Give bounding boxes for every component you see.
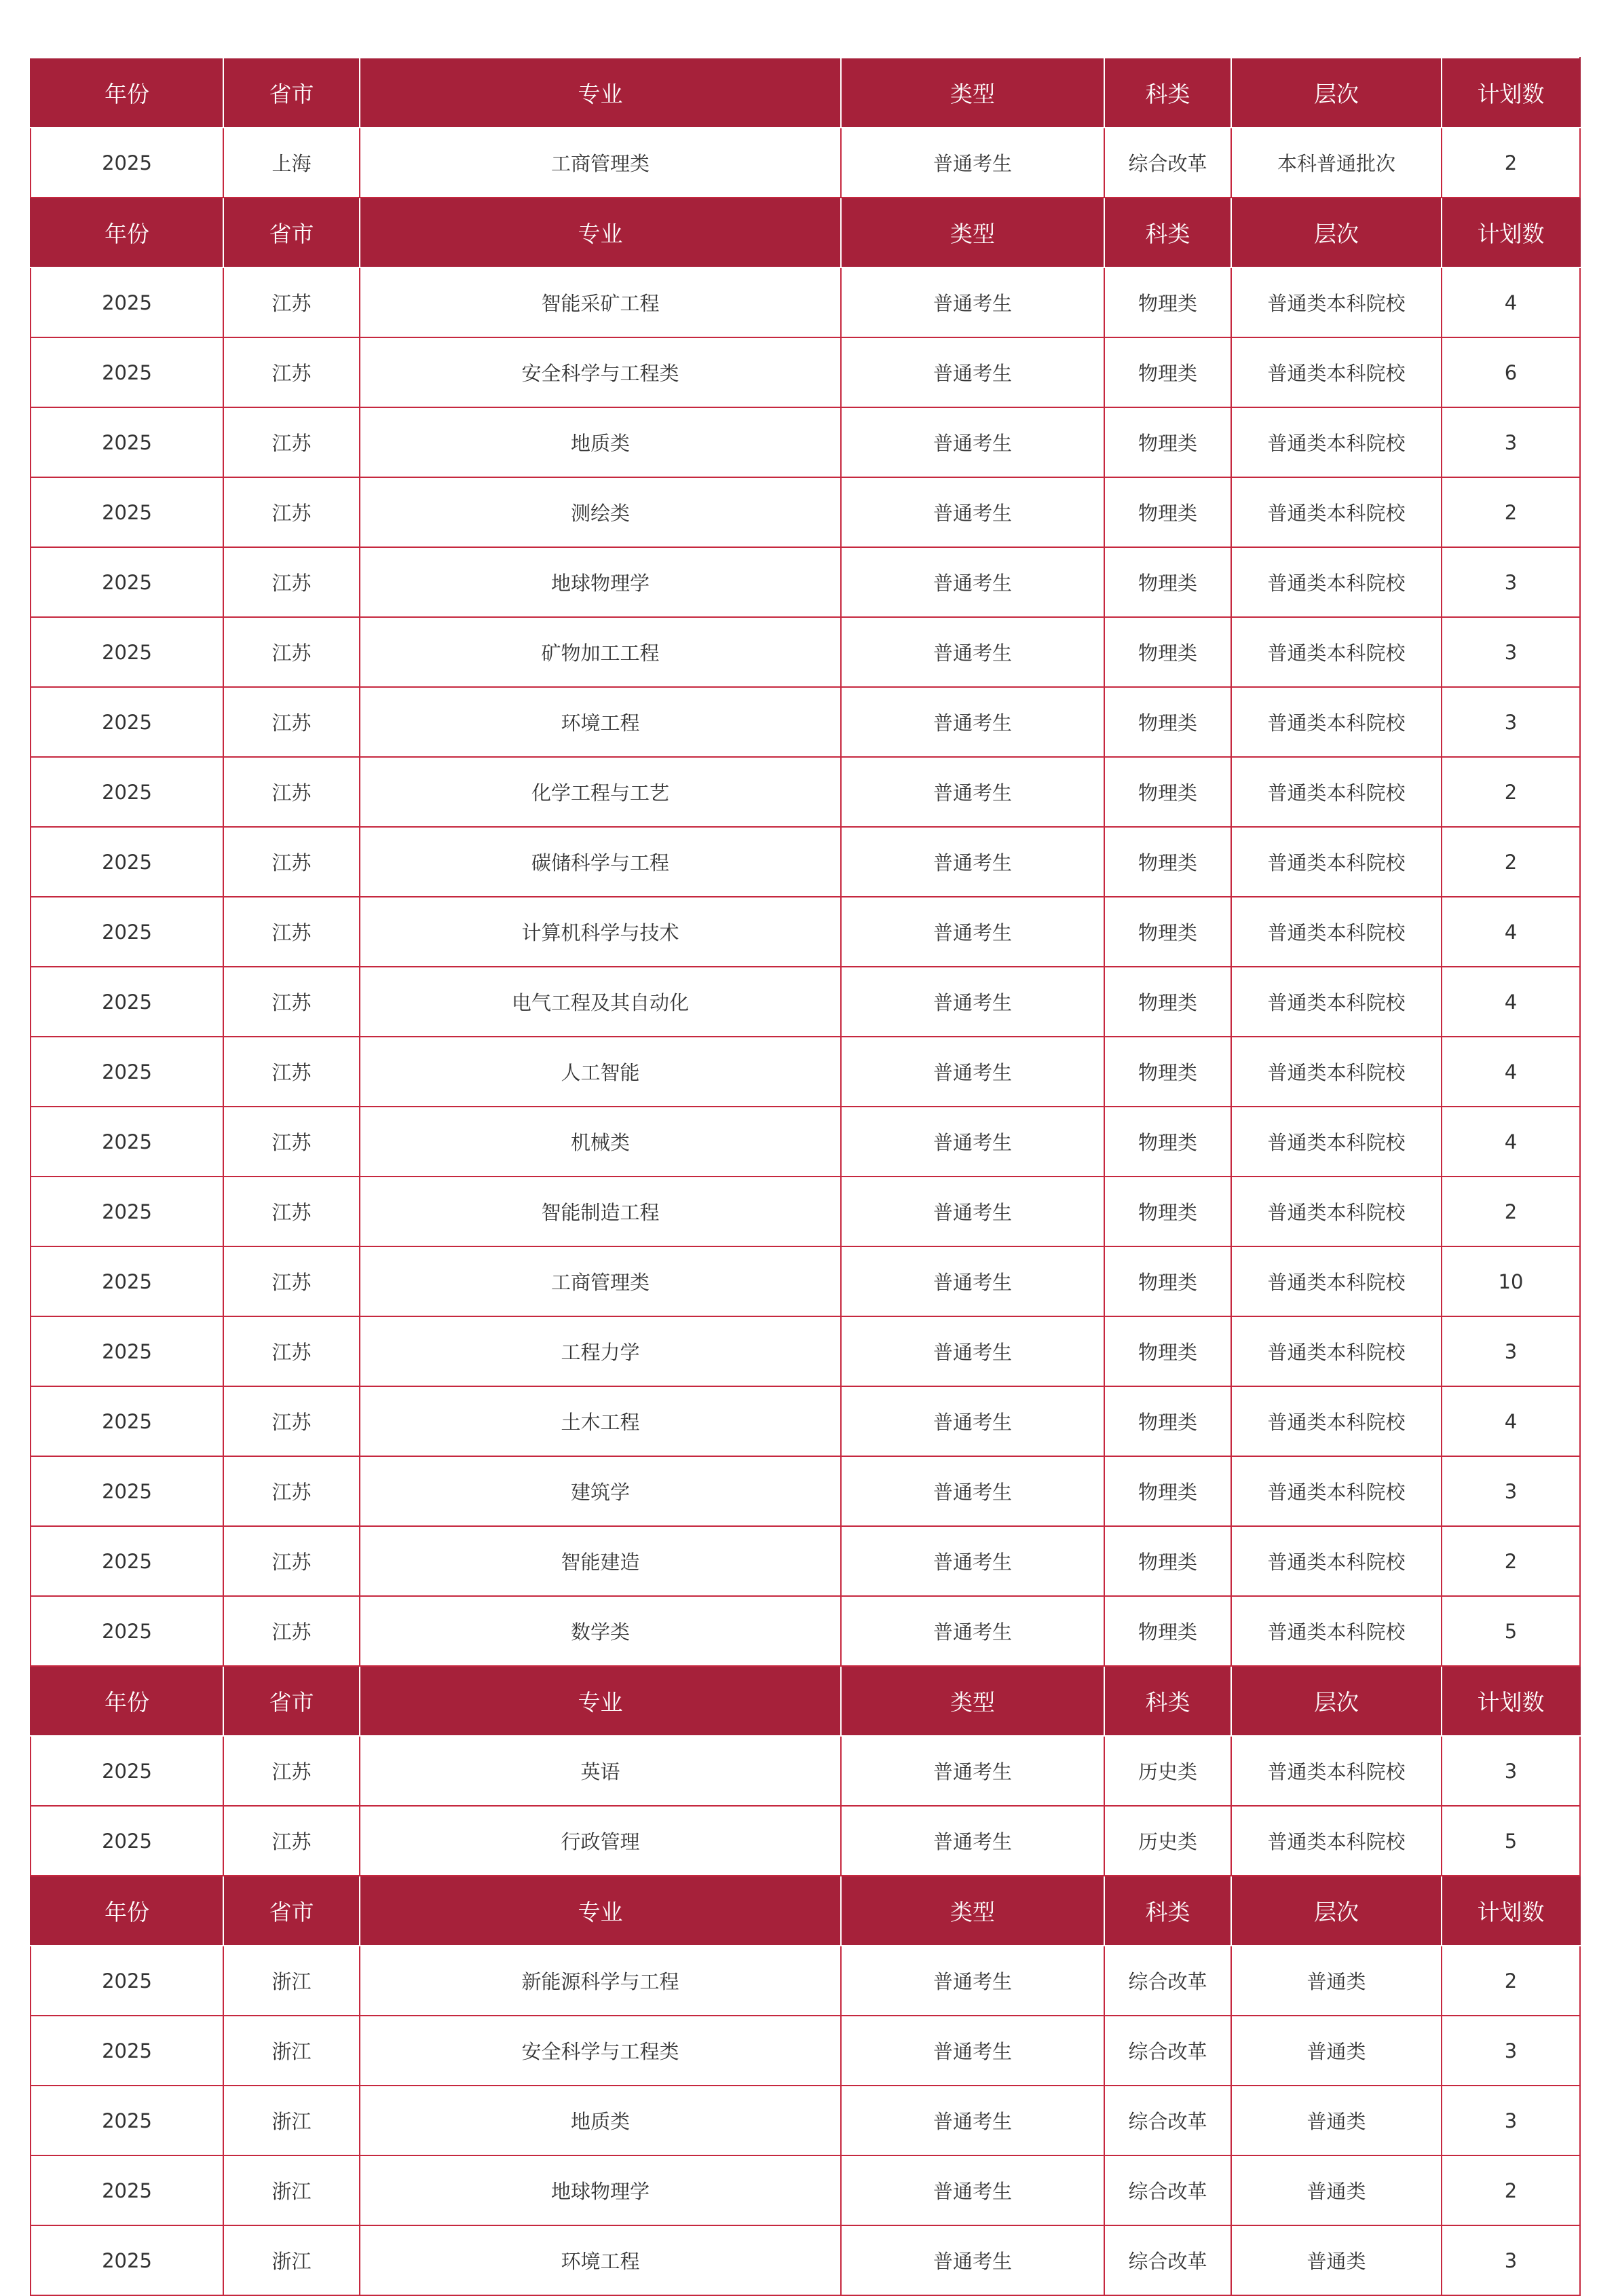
cell-admission-level: 普通类本科院校	[1231, 267, 1442, 337]
table-row	[31, 1806, 1580, 1876]
cell-plan-count: 3	[1442, 687, 1580, 757]
cell-subject-category: 物理类	[1104, 687, 1231, 757]
header-cell-candidate-type: 类型	[841, 198, 1104, 267]
cell-province: 江苏	[223, 617, 360, 687]
cell-plan-count: 2	[1442, 1946, 1580, 2016]
cell-major: 地质类	[360, 2086, 841, 2155]
cell-admission-level: 普通类本科院校	[1231, 1316, 1442, 1386]
cell-province: 江苏	[223, 267, 360, 337]
cell-major: 智能采矿工程	[360, 267, 841, 337]
cell-year: 2025	[31, 1177, 223, 1246]
table-row	[31, 1456, 1580, 1526]
cell-province: 江苏	[223, 407, 360, 477]
header-cell-admission-level: 层次	[1231, 58, 1442, 128]
cell-candidate-type: 普通考生	[841, 1806, 1104, 1876]
cell-plan-count: 3	[1442, 407, 1580, 477]
cell-year: 2025	[31, 337, 223, 407]
cell-candidate-type: 普通考生	[841, 967, 1104, 1037]
cell-subject-category: 物理类	[1104, 967, 1231, 1037]
cell-candidate-type: 普通考生	[841, 337, 1104, 407]
cell-year: 2025	[31, 827, 223, 897]
cell-admission-level: 普通类本科院校	[1231, 1177, 1442, 1246]
cell-year: 2025	[31, 967, 223, 1037]
cell-province: 江苏	[223, 1316, 360, 1386]
cell-major: 地球物理学	[360, 547, 841, 617]
cell-admission-level: 普通类本科院校	[1231, 617, 1442, 687]
cell-major: 化学工程与工艺	[360, 757, 841, 827]
cell-year: 2025	[31, 1596, 223, 1666]
header-cell-major: 专业	[360, 1876, 841, 1946]
cell-province: 浙江	[223, 2086, 360, 2155]
cell-candidate-type: 普通考生	[841, 1107, 1104, 1177]
cell-plan-count: 3	[1442, 547, 1580, 617]
cell-province: 江苏	[223, 337, 360, 407]
cell-candidate-type: 普通考生	[841, 128, 1104, 198]
cell-province: 江苏	[223, 1526, 360, 1596]
cell-plan-count: 2	[1442, 477, 1580, 547]
cell-subject-category: 物理类	[1104, 1456, 1231, 1526]
cell-major: 人工智能	[360, 1037, 841, 1107]
table-row	[31, 1246, 1580, 1316]
cell-major: 英语	[360, 1736, 841, 1806]
cell-admission-level: 普通类本科院校	[1231, 1107, 1442, 1177]
header-cell-candidate-type: 类型	[841, 58, 1104, 128]
cell-major: 环境工程	[360, 2225, 841, 2295]
cell-admission-level: 普通类本科院校	[1231, 1386, 1442, 1456]
cell-plan-count: 4	[1442, 967, 1580, 1037]
cell-province: 江苏	[223, 1736, 360, 1806]
cell-province: 浙江	[223, 2016, 360, 2086]
cell-year: 2025	[31, 547, 223, 617]
cell-province: 江苏	[223, 1246, 360, 1316]
header-cell-province: 省市	[223, 1666, 360, 1736]
cell-subject-category: 历史类	[1104, 1806, 1231, 1876]
cell-province: 江苏	[223, 1386, 360, 1456]
cell-subject-category: 物理类	[1104, 1526, 1231, 1596]
cell-plan-count: 3	[1442, 1456, 1580, 1526]
cell-subject-category: 物理类	[1104, 1316, 1231, 1386]
cell-province: 上海	[223, 128, 360, 198]
table-row	[31, 547, 1580, 617]
cell-year: 2025	[31, 128, 223, 198]
cell-subject-category: 物理类	[1104, 897, 1231, 967]
cell-major: 土木工程	[360, 1386, 841, 1456]
cell-admission-level: 普通类	[1231, 2016, 1442, 2086]
cell-subject-category: 物理类	[1104, 337, 1231, 407]
cell-province: 浙江	[223, 2225, 360, 2295]
table-row	[31, 1316, 1580, 1386]
cell-admission-level: 普通类本科院校	[1231, 897, 1442, 967]
cell-candidate-type: 普通考生	[841, 757, 1104, 827]
cell-major: 机械类	[360, 1107, 841, 1177]
cell-subject-category: 物理类	[1104, 1246, 1231, 1316]
cell-candidate-type: 普通考生	[841, 2155, 1104, 2225]
cell-major: 矿物加工工程	[360, 617, 841, 687]
cell-subject-category: 历史类	[1104, 1736, 1231, 1806]
table-row	[31, 1736, 1580, 1806]
cell-year: 2025	[31, 1736, 223, 1806]
cell-major: 行政管理	[360, 1806, 841, 1876]
cell-admission-level: 普通类本科院校	[1231, 407, 1442, 477]
header-cell-major: 专业	[360, 198, 841, 267]
cell-plan-count: 2	[1442, 1177, 1580, 1246]
table-row	[31, 687, 1580, 757]
cell-province: 江苏	[223, 1107, 360, 1177]
cell-major: 计算机科学与技术	[360, 897, 841, 967]
cell-admission-level: 普通类	[1231, 2086, 1442, 2155]
cell-province: 江苏	[223, 1037, 360, 1107]
cell-candidate-type: 普通考生	[841, 2086, 1104, 2155]
cell-plan-count: 5	[1442, 1596, 1580, 1666]
cell-major: 测绘类	[360, 477, 841, 547]
table-row	[31, 407, 1580, 477]
header-cell-plan-count: 计划数	[1442, 58, 1580, 128]
cell-plan-count: 3	[1442, 2225, 1580, 2295]
cell-candidate-type: 普通考生	[841, 1037, 1104, 1107]
cell-subject-category: 物理类	[1104, 1037, 1231, 1107]
cell-year: 2025	[31, 1456, 223, 1526]
cell-subject-category: 综合改革	[1104, 2155, 1231, 2225]
cell-year: 2025	[31, 1037, 223, 1107]
cell-major: 工程力学	[360, 1316, 841, 1386]
cell-province: 江苏	[223, 547, 360, 617]
cell-plan-count: 2	[1442, 827, 1580, 897]
cell-candidate-type: 普通考生	[841, 1316, 1104, 1386]
cell-subject-category: 物理类	[1104, 477, 1231, 547]
cell-major: 环境工程	[360, 687, 841, 757]
cell-major: 建筑学	[360, 1456, 841, 1526]
table-row	[31, 267, 1580, 337]
cell-plan-count: 3	[1442, 617, 1580, 687]
cell-plan-count: 4	[1442, 1107, 1580, 1177]
cell-candidate-type: 普通考生	[841, 547, 1104, 617]
cell-year: 2025	[31, 2155, 223, 2225]
cell-candidate-type: 普通考生	[841, 2225, 1104, 2295]
cell-subject-category: 综合改革	[1104, 2016, 1231, 2086]
cell-subject-category: 物理类	[1104, 407, 1231, 477]
header-cell-admission-level: 层次	[1231, 1876, 1442, 1946]
cell-candidate-type: 普通考生	[841, 1177, 1104, 1246]
cell-subject-category: 物理类	[1104, 267, 1231, 337]
cell-year: 2025	[31, 407, 223, 477]
cell-province: 江苏	[223, 897, 360, 967]
cell-province: 江苏	[223, 827, 360, 897]
cell-subject-category: 物理类	[1104, 1107, 1231, 1177]
cell-year: 2025	[31, 897, 223, 967]
cell-province: 江苏	[223, 687, 360, 757]
cell-plan-count: 10	[1442, 1246, 1580, 1316]
cell-plan-count: 3	[1442, 1736, 1580, 1806]
cell-year: 2025	[31, 2086, 223, 2155]
header-cell-subject-category: 科类	[1104, 58, 1231, 128]
cell-candidate-type: 普通考生	[841, 2016, 1104, 2086]
header-cell-year: 年份	[31, 1876, 223, 1946]
cell-province: 浙江	[223, 2155, 360, 2225]
cell-plan-count: 2	[1442, 2155, 1580, 2225]
cell-admission-level: 普通类本科院校	[1231, 1456, 1442, 1526]
table-row	[31, 2225, 1580, 2295]
cell-candidate-type: 普通考生	[841, 477, 1104, 547]
header-row	[31, 1876, 1580, 1946]
table-row	[31, 827, 1580, 897]
header-cell-province: 省市	[223, 1876, 360, 1946]
table-row	[31, 128, 1580, 198]
table-row	[31, 757, 1580, 827]
cell-plan-count: 3	[1442, 1316, 1580, 1386]
cell-major: 工商管理类	[360, 128, 841, 198]
cell-admission-level: 普通类本科院校	[1231, 1526, 1442, 1596]
table-row	[31, 1526, 1580, 1596]
cell-subject-category: 物理类	[1104, 1386, 1231, 1456]
cell-admission-level: 普通类本科院校	[1231, 687, 1442, 757]
cell-year: 2025	[31, 687, 223, 757]
cell-admission-level: 普通类本科院校	[1231, 337, 1442, 407]
cell-plan-count: 5	[1442, 1806, 1580, 1876]
cell-province: 江苏	[223, 1456, 360, 1526]
cell-year: 2025	[31, 757, 223, 827]
cell-candidate-type: 普通考生	[841, 897, 1104, 967]
cell-plan-count: 2	[1442, 1526, 1580, 1596]
cell-year: 2025	[31, 1107, 223, 1177]
cell-candidate-type: 普通考生	[841, 1946, 1104, 2016]
cell-province: 江苏	[223, 757, 360, 827]
cell-year: 2025	[31, 1386, 223, 1456]
cell-plan-count: 3	[1442, 2016, 1580, 2086]
cell-year: 2025	[31, 477, 223, 547]
cell-candidate-type: 普通考生	[841, 1246, 1104, 1316]
table-row	[31, 477, 1580, 547]
cell-major: 地质类	[360, 407, 841, 477]
cell-admission-level: 普通类	[1231, 2225, 1442, 2295]
cell-major: 智能建造	[360, 1526, 841, 1596]
table-row	[31, 2155, 1580, 2225]
header-cell-province: 省市	[223, 198, 360, 267]
cell-subject-category: 物理类	[1104, 827, 1231, 897]
table-row	[31, 1596, 1580, 1666]
cell-major: 新能源科学与工程	[360, 1946, 841, 2016]
cell-candidate-type: 普通考生	[841, 1386, 1104, 1456]
cell-subject-category: 物理类	[1104, 1596, 1231, 1666]
table-row	[31, 1107, 1580, 1177]
cell-plan-count: 4	[1442, 897, 1580, 967]
cell-major: 智能制造工程	[360, 1177, 841, 1246]
cell-admission-level: 普通类本科院校	[1231, 1037, 1442, 1107]
cell-province: 江苏	[223, 1177, 360, 1246]
table-row	[31, 967, 1580, 1037]
cell-admission-level: 普通类本科院校	[1231, 827, 1442, 897]
cell-subject-category: 物理类	[1104, 1177, 1231, 1246]
cell-province: 浙江	[223, 1946, 360, 2016]
enrollment-plan-table	[30, 57, 1581, 2296]
table-row	[31, 1177, 1580, 1246]
header-row	[31, 1666, 1580, 1736]
cell-year: 2025	[31, 2016, 223, 2086]
table-row	[31, 2086, 1580, 2155]
header-cell-year: 年份	[31, 1666, 223, 1736]
header-row	[31, 58, 1580, 128]
cell-plan-count: 2	[1442, 757, 1580, 827]
cell-candidate-type: 普通考生	[841, 827, 1104, 897]
cell-plan-count: 6	[1442, 337, 1580, 407]
cell-major: 数学类	[360, 1596, 841, 1666]
cell-province: 江苏	[223, 477, 360, 547]
cell-admission-level: 普通类本科院校	[1231, 1736, 1442, 1806]
table-row	[31, 2016, 1580, 2086]
header-cell-candidate-type: 类型	[841, 1666, 1104, 1736]
cell-subject-category: 综合改革	[1104, 128, 1231, 198]
table-row	[31, 617, 1580, 687]
cell-plan-count: 4	[1442, 1386, 1580, 1456]
header-cell-subject-category: 科类	[1104, 198, 1231, 267]
table-row	[31, 1037, 1580, 1107]
cell-candidate-type: 普通考生	[841, 267, 1104, 337]
header-row	[31, 198, 1580, 267]
cell-admission-level: 本科普通批次	[1231, 128, 1442, 198]
cell-admission-level: 普通类本科院校	[1231, 477, 1442, 547]
table-row	[31, 897, 1580, 967]
cell-province: 江苏	[223, 1806, 360, 1876]
cell-year: 2025	[31, 617, 223, 687]
cell-plan-count: 2	[1442, 128, 1580, 198]
cell-subject-category: 物理类	[1104, 617, 1231, 687]
cell-admission-level: 普通类本科院校	[1231, 547, 1442, 617]
cell-year: 2025	[31, 1526, 223, 1596]
cell-admission-level: 普通类本科院校	[1231, 1246, 1442, 1316]
header-cell-subject-category: 科类	[1104, 1666, 1231, 1736]
header-cell-plan-count: 计划数	[1442, 1666, 1580, 1736]
cell-major: 安全科学与工程类	[360, 337, 841, 407]
cell-plan-count: 4	[1442, 267, 1580, 337]
header-cell-major: 专业	[360, 58, 841, 128]
cell-candidate-type: 普通考生	[841, 1456, 1104, 1526]
cell-year: 2025	[31, 1946, 223, 2016]
cell-admission-level: 普通类本科院校	[1231, 757, 1442, 827]
cell-subject-category: 综合改革	[1104, 2225, 1231, 2295]
cell-candidate-type: 普通考生	[841, 407, 1104, 477]
header-cell-plan-count: 计划数	[1442, 198, 1580, 267]
header-cell-year: 年份	[31, 198, 223, 267]
cell-candidate-type: 普通考生	[841, 1526, 1104, 1596]
cell-major: 电气工程及其自动化	[360, 967, 841, 1037]
cell-year: 2025	[31, 1806, 223, 1876]
header-cell-province: 省市	[223, 58, 360, 128]
cell-plan-count: 4	[1442, 1037, 1580, 1107]
cell-subject-category: 物理类	[1104, 547, 1231, 617]
table-row	[31, 1386, 1580, 1456]
cell-major: 碳储科学与工程	[360, 827, 841, 897]
cell-year: 2025	[31, 2225, 223, 2295]
cell-admission-level: 普通类本科院校	[1231, 967, 1442, 1037]
table-body	[31, 58, 1580, 2295]
header-cell-subject-category: 科类	[1104, 1876, 1231, 1946]
cell-admission-level: 普通类	[1231, 2155, 1442, 2225]
cell-province: 江苏	[223, 967, 360, 1037]
cell-candidate-type: 普通考生	[841, 1596, 1104, 1666]
header-cell-admission-level: 层次	[1231, 1666, 1442, 1736]
cell-admission-level: 普通类本科院校	[1231, 1806, 1442, 1876]
header-cell-admission-level: 层次	[1231, 198, 1442, 267]
cell-major: 工商管理类	[360, 1246, 841, 1316]
cell-admission-level: 普通类本科院校	[1231, 1596, 1442, 1666]
cell-candidate-type: 普通考生	[841, 617, 1104, 687]
cell-plan-count: 3	[1442, 2086, 1580, 2155]
cell-major: 地球物理学	[360, 2155, 841, 2225]
header-cell-plan-count: 计划数	[1442, 1876, 1580, 1946]
table-row	[31, 1946, 1580, 2016]
cell-year: 2025	[31, 1246, 223, 1316]
cell-candidate-type: 普通考生	[841, 687, 1104, 757]
table-row	[31, 337, 1580, 407]
header-cell-major: 专业	[360, 1666, 841, 1736]
cell-candidate-type: 普通考生	[841, 1736, 1104, 1806]
header-cell-candidate-type: 类型	[841, 1876, 1104, 1946]
cell-major: 安全科学与工程类	[360, 2016, 841, 2086]
cell-subject-category: 物理类	[1104, 757, 1231, 827]
cell-subject-category: 综合改革	[1104, 2086, 1231, 2155]
cell-admission-level: 普通类	[1231, 1946, 1442, 2016]
cell-province: 江苏	[223, 1596, 360, 1666]
cell-year: 2025	[31, 1316, 223, 1386]
header-cell-year: 年份	[31, 58, 223, 128]
cell-subject-category: 综合改革	[1104, 1946, 1231, 2016]
cell-year: 2025	[31, 267, 223, 337]
